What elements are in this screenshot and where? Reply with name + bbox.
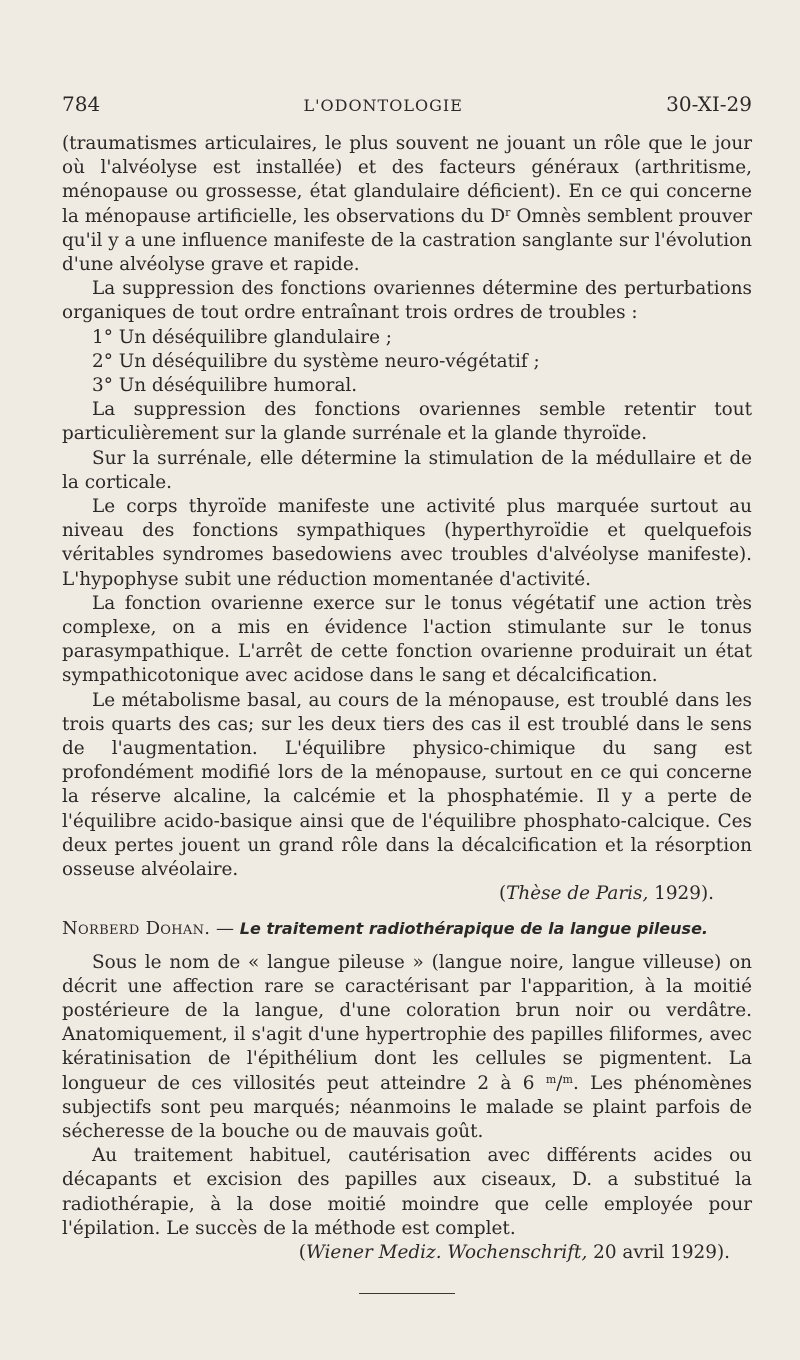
article-title: Le traitement radiothérapique de la langue pileuse. <box>239 918 708 938</box>
citation-title: Thèse de Paris, <box>506 883 649 905</box>
paragraph-text: (traumatismes articulaires, le plus souvent ne jouant un rôle que le jour où l'alvéolyse est installée) et des facteurs généraux (arthritisme, ménopause ou grossesse, état glandulaire déficient). En ce qui concerne la ménopause artificielle, les observations du D <box>62 133 752 227</box>
paragraph: Au traitement habituel, cautérisation avec différents acides ou décapants et excision des papilles aux ciseaux, D. a substitué la radiothérapie, à la dose moitié moindre que celle employée pour l'épilation. Le succès de la méthode est complet. <box>62 1145 752 1239</box>
journal-title: L'ODONTOLOGIE <box>303 96 463 115</box>
unit-separator: / <box>556 1072 563 1094</box>
paragraph <box>62 951 752 1145</box>
paragraph: La suppression des fonctions ovariennes détermine des perturbations organiques de tout ordre entraînant trois ordres de troubles : <box>62 278 752 324</box>
page-number: 784 <box>62 92 101 116</box>
paragraph-text: . Les phénomènes subjectifs sont peu marqués; néanmoins le malade se plaint parfois de sécheresse de la bouche ou de mauvais goût. <box>62 1072 752 1142</box>
paragraph-text: Omnès semblent prouver qu'il y a une influence manifeste de la castration sanglante sur l'évolution d'une alvéolyse grave et rapide. <box>62 205 753 276</box>
source-citation <box>62 1241 752 1265</box>
citation-date: 20 avril 1929 <box>593 1241 717 1263</box>
article-heading <box>62 917 752 941</box>
paragraph: La fonction ovarienne exerce sur le tonus végétatif une action très complexe, on a mis en évidence l'action stimulante sur le tonus parasympathique. L'arrêt de cette fonction ovarienne produirait un état sympathicotonique avec acidose dans le sang et décalcification. <box>62 592 752 687</box>
citation-paren: ). <box>716 1241 730 1263</box>
superscript: r <box>505 205 511 219</box>
heading-dash: — <box>210 917 240 939</box>
citation-year: 1929 <box>654 883 701 905</box>
paragraph-text: Sous le nom de « langue pileuse » (langue noire, langue villeuse) on décrit une affection rare se caractérisant par l'apparition, à la moitié postérieure de la langue, d'une coloration brun noir ou verdâtre. Anatomiquement, il s'agit d'une hypertrophie des papilles filiformes, avec kératinisation de l'épithélium dont les cellules se pigmentent. La longueur de ces villosités peut atteindre 2 à 6 <box>62 951 752 1094</box>
list-item: 1° Un déséquilibre glandulaire ; <box>92 326 392 348</box>
paragraph <box>62 132 752 277</box>
list-item: 2° Un déséquilibre du système neuro-végétatif ; <box>92 350 540 372</box>
section-divider <box>359 1293 455 1294</box>
citation-paren: ( <box>298 1241 306 1263</box>
superscript: m <box>545 1072 557 1086</box>
paragraph: Le corps thyroïde manifeste une activité plus marquée surtout au niveau des fonctions sympathiques (hyperthyroïdie et quelquefois véritables syndromes basedowiens avec troubles d'alvéolyse manifeste). L'hypophyse subit une réduction momentanée d'activité. <box>62 496 752 590</box>
page <box>62 92 752 1294</box>
article-body-1 <box>62 132 752 907</box>
article-author: Norberd Dohan. <box>62 917 211 939</box>
source-citation <box>62 882 752 906</box>
article-body-2 <box>62 951 752 1266</box>
citation-paren: ( <box>498 883 507 905</box>
superscript: m <box>562 1072 573 1086</box>
running-header <box>62 92 752 132</box>
list-item: 3° Un déséquilibre humoral. <box>92 375 358 397</box>
paragraph: Le métabolisme basal, au cours de la ménopause, est troublé dans les trois quarts des cas; sur les deux tiers des cas il est troublé dans le sens de l'augmentation. L'équilibre physico-chimique du sang est profondément modifié lors de la ménopause, surtout en ce qui concerne la réserve alcaline, la calcémie et la phosphatémie. Il y a perte de l'équilibre acido-basique ainsi que de l'équilibre phosphato-calcique. Ces deux pertes jouent un grand rôle dans la décalcification et la résorption osseuse alvéolaire. <box>62 689 752 881</box>
paragraph: La suppression des fonctions ovariennes semble retentir tout particulièrement sur la glande surrénale et la glande thyroïde. <box>62 399 752 445</box>
citation-paren: ). <box>700 883 714 905</box>
paragraph: Sur la surrénale, elle détermine la stimulation de la médullaire et de la corticale. <box>62 447 752 493</box>
citation-title: Wiener Mediz. Wochenschrift, <box>305 1241 588 1263</box>
issue-date: 30-XI-29 <box>666 92 752 116</box>
